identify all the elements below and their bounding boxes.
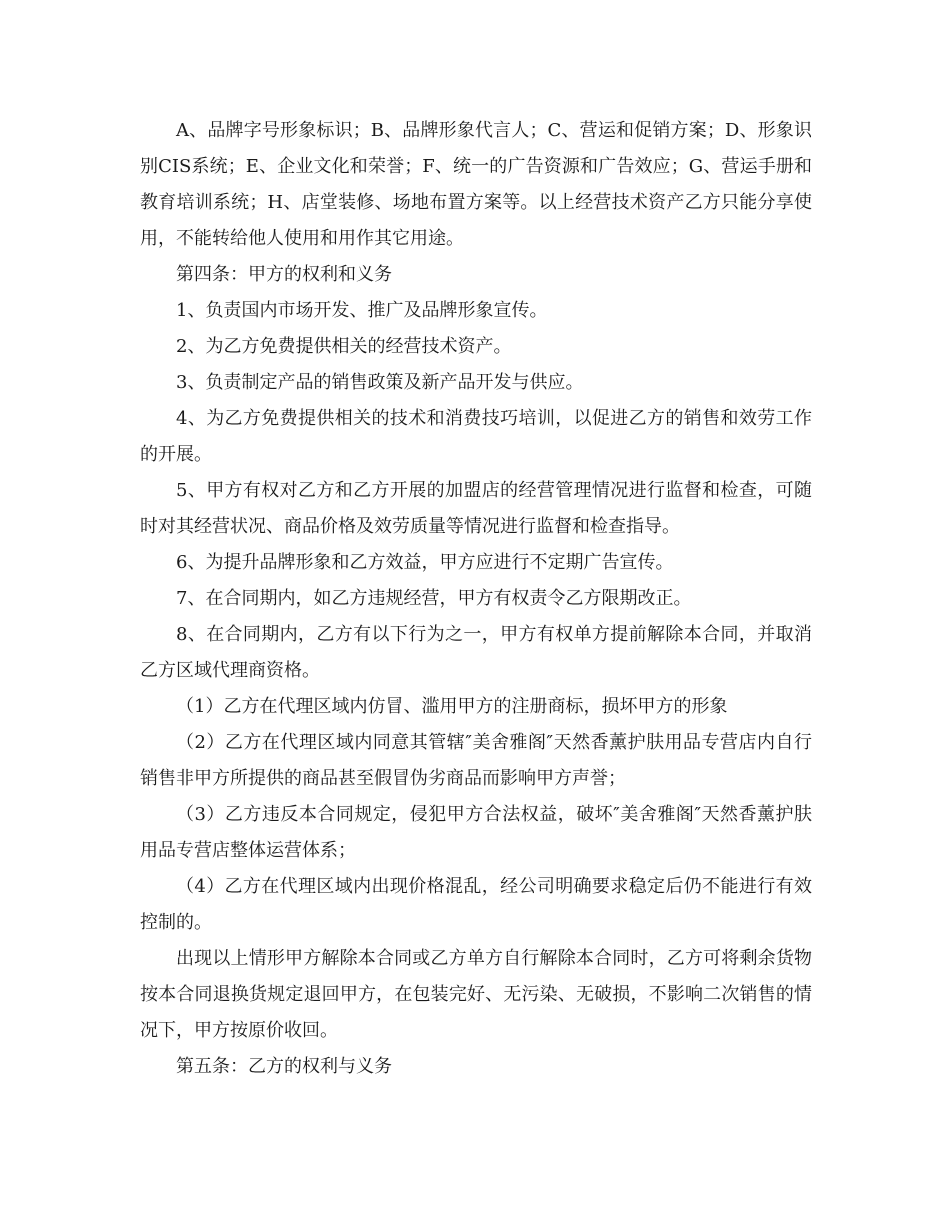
paragraph-item-3: 3、负责制定产品的销售政策及新产品开发与供应。 (176, 372, 584, 393)
paragraph-item-8: 8、在合同期内，乙方有以下行为之一，甲方有权单方提前解除本合同，并取消乙方区域代理商资格。 (140, 624, 812, 681)
paragraph-item-4: 4、为乙方免费提供相关的技术和消费技巧培训，以促进乙方的销售和效劳工作的开展。 (140, 408, 812, 465)
paragraph-business-assets: A、品牌字号形象标识；B、品牌形象代言人；C、营运和促销方案；D、形象识别CIS系统；E、企业文化和荣誉；F、统一的广告资源和广告效应；G、营运手册和教育培训系统；H、店堂装修、场地布置方案等。以上经营技术资产乙方只能分享使用，不能转给他人使用和用作其它用途。 (140, 120, 812, 249)
document-body (140, 113, 812, 1085)
paragraph-item-6: 6、为提升品牌形象和乙方效益，甲方应进行不定期广告宣传。 (176, 552, 674, 573)
heading-article-4: 第四条：甲方的权利和义务 (176, 264, 392, 285)
paragraph-termination: 出现以上情形甲方解除本合同或乙方单方自行解除本合同时，乙方可将剩余货物按本合同退换货规定退回甲方，在包装完好、无污染、无破损，不影响二次销售的情况下，甲方按原价收回。 (140, 948, 812, 1041)
paragraph-item-5: 5、甲方有权对乙方和乙方开展的加盟店的经营管理情况进行监督和检查，可随时对其经营状况、商品价格及效劳质量等情况进行监督和检查指导。 (140, 480, 812, 537)
paragraph-item-1: 1、负责国内市场开发、推广及品牌形象宣传。 (176, 300, 548, 321)
paragraph-item-7: 7、在合同期内，如乙方违规经营，甲方有权责令乙方限期改正。 (176, 588, 692, 609)
heading-article-5: 第五条：乙方的权利与义务 (176, 1056, 392, 1077)
paragraph-subitem-3: （3）乙方违反本合同规定，侵犯甲方合法权益，破坏″美舍雅阁″天然香薰护肤用品专营店整体运营体系； (140, 804, 812, 861)
paragraph-subitem-4: （4）乙方在代理区域内出现价格混乱，经公司明确要求稳定后仍不能进行有效控制的。 (140, 876, 812, 933)
paragraph-item-2: 2、为乙方免费提供相关的经营技术资产。 (176, 336, 512, 357)
paragraph-subitem-2: （2）乙方在代理区域内同意其管辖″美舍雅阁″天然香薰护肤用品专营店内自行销售非甲方所提供的商品甚至假冒伪劣商品而影响甲方声誉； (140, 732, 812, 789)
paragraph-subitem-1: （1）乙方在代理区域内仿冒、滥用甲方的注册商标，损坏甲方的形象 (176, 696, 728, 717)
